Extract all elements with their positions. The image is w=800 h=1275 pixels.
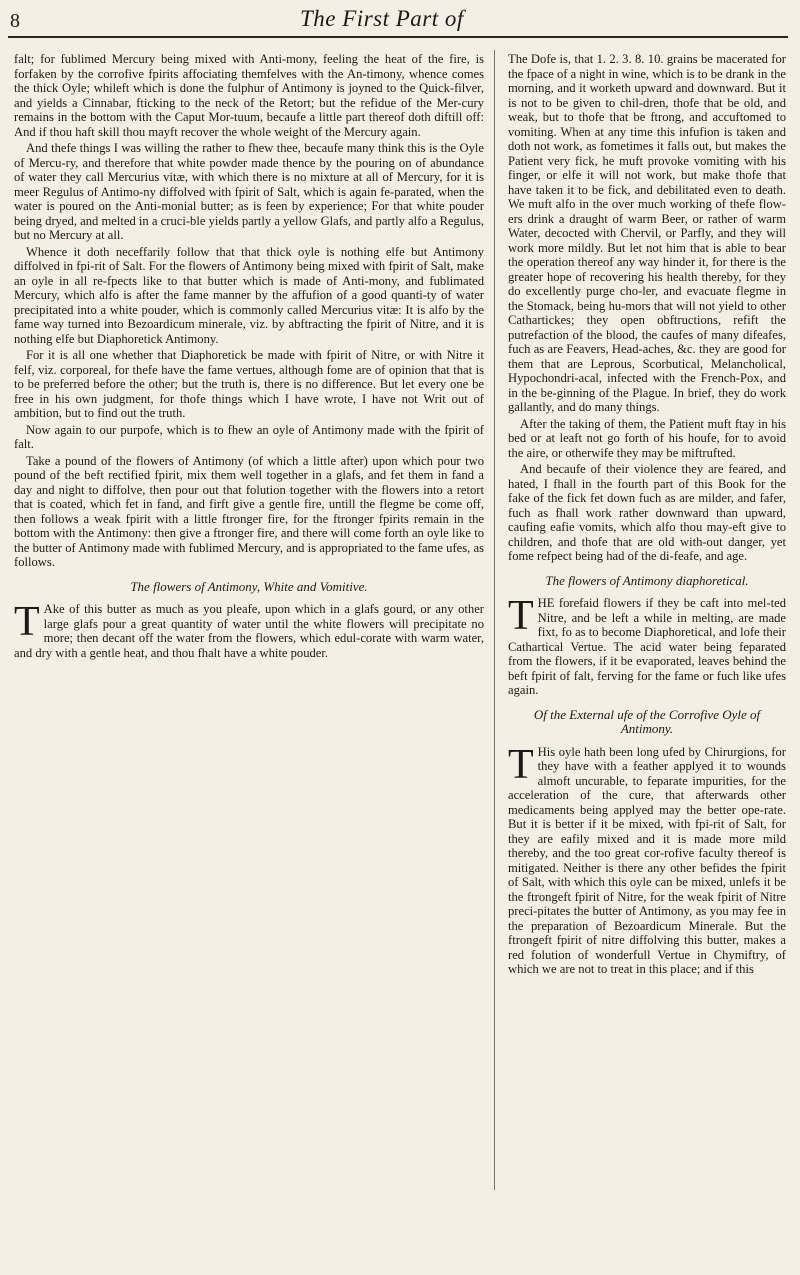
paragraph — [508, 741, 786, 977]
running-title: The First Part of — [300, 6, 464, 31]
paragraph: The Dofe is, that 1. 2. 3. 8. 10. grains be macerated for the fpace of a night in wine, which is to be drank in the morning, and it worketh upward and downward. But it is not to be given to chil-dren, thofe that be old, and weak, but to thofe that be ftrong, and accuftomed to vomiting. When at any time this infufion is taken and doth not work, as fometimes it falls out, but makes the Patient very fick, he muft provoke vomiting with his finger, or elfe it will not work, but make thofe that have taken it to be fick, and debilitated even to death. We muft alfo in the over much working of thefe flow-ers drink a draught of warm Beer, or rather of warm Water, decocted with Chervil, or Parfly, and they will work more mildly. But let not him that is able to bear the operation thereof any way hinder it, for there is the greater hope of recovering his health thereby, for they do excellently purge cho-ler, and evacuate flegme in the Stomack, being hu-mors that will not yield to other Cathartickes; they open obftructions, refift the putrefaction of the blood, the caufes of many difeafes, fuch as are Feavers, Head-aches, &c. they are good for them that are Leprous, Scorbutical, Melancholical, Hypochondri-acal, infected with the French-Pox, and in the be-ginning of the Plague. In brief, they do work gallantly, and do many things. — [508, 52, 786, 414]
paragraph — [14, 599, 484, 660]
header-rule — [8, 36, 788, 38]
right-column — [508, 52, 786, 979]
paragraph: For it is all one whether that Diaphoretick be made with fpirit of Nitre, or with Nitre it felf, viz. corporeal, for thefe have the fame vertues, although fome are of opinion that that is to be preferred before the other; but the truth is, there is no difference. But let every one be free in his own judgment, for thofe things which I have wrote, I have not Writ out of ambition, but to find out the truth. — [14, 348, 484, 420]
page-header — [0, 0, 800, 46]
page-number: 8 — [10, 10, 20, 32]
drop-cap: T — [14, 599, 40, 645]
paragraph: And becaufe of their violence they are feared, and hated, I fhall in the fourth part of this Book for the fake of the fick fet down fuch as are milder, and fafer, fuch as fhall work rather downward than upward, caufing eafie vomits, which alfo thou may-eft give to children, and thofe that are old with-out danger, yet fome refpect being had of the di-feafe, and age. — [508, 462, 786, 563]
section-heading: The flowers of Antimony diaphoretical. — [545, 572, 749, 588]
left-column — [14, 52, 484, 662]
section-heading: Of the External ufe of the Corrofive Oyle of Antimony. — [533, 706, 761, 736]
drop-cap: T — [508, 593, 534, 639]
paragraph-text: Ake of this butter as much as you pleafe, upon which in a glafs gourd, or any other large glafs pour a great quantity of water until the white flowers will precipitate no more; then decant off the water from the flowers, which edul-corate with warm water, and dry with a gentle heat, and thou fhalt have a white pouder. — [14, 602, 484, 660]
paragraph — [508, 593, 786, 698]
paragraph-text: His oyle hath been long ufed by Chirurgions, for they have with a feather applyed it to wounds almoft uncurable, to feparate impurities, for the acceleration of the cure, that afterwards other medicaments being applyed may the better ope-rate. But it is better if it be mixed, with fpi-rit of Salt, for they are eafily mixed and it is made more mild thereby, and the too great cor-rofive faculty thereof is mitigated. Neither is there any other befides the fpirit of Salt, with which this oyle can be mixed, unlefs it be the ftrongeft fpirit of Nitre, for the weak fpirit of Nitre preci-pitates the butter of Antimony, as you may fee in the preparation of Bezoardicum Minerale. But the ftrongeft fpirit of nitre diffolving this butter, makes a red folution of wonderfull Vertue in Chymiftry, of which we are not to treat in this place; and if this — [508, 744, 786, 976]
paragraph: And thefe things I was willing the rather to fhew thee, becaufe many think this is the Oyle of Mercu-ry, and therefore that white powder made thence by the pouring on of abundance of water they call Mercurius vitæ, with which there is no mixture at all of Mercury, for it is meer Regulus of Antimo-ny diffolved with fpirit of Salt, which is again fe-parated, when the water is poured on the Anti-monial butter; as is feen by experience; For that white pouder being dryed, and melted in a cruci-ble yields partly a yellow Glafs, and partly alfo a Regulus, but no Mercury at all. — [14, 141, 484, 242]
paragraph: Whence it doth neceffarily follow that that thick oyle is nothing elfe but Antimony diffolved in fpi-rit of Salt. For the flowers of Antimony being mixed with fpirit of Salt, make an oyle in all re-fpects like to that butter which is made of Anti-mony, and fublimated Mercury, which alfo is after the fame manner by the affufion of a good quanti-ty of water precipitated into a white pouder, which is commonly called Mercurius vitæ: It is alfo by the fame way turned into Bezoardicum minerale, viz. by abftracting the fpirit of Nitre, and it is nothing elfe but Diaphoretick Antimony. — [14, 244, 484, 346]
drop-cap: T — [508, 741, 534, 788]
paragraph-text: HE forefaid flowers if they be caft into mel-ted Nitre, and be left a while in melting, are made fixt, fo as to become Diaphoretical, and lofe their Cathartical Vertue. The acid water being feparated from the flowers, if it be evaporated, leaves behind the beft fpirit of falt, ferving for the fame or fuch like ufes again. — [508, 596, 786, 697]
paragraph: Take a pound of the flowers of Antimony (of which a little after) upon which pour two pound of the beft rectified fpirit, mix them well together in a glafs, and fet them in fand a day and night to diffolve, then pour out that folution together with the flowers into a retort that is coated, which fet in fand, and firft give a gentle fire, untill the flegme be come off, then follows a weak fpirit with a little ftronger fire, for the ftronger fpirits remain in the bottom with the Antimony: then give a ftronger fire, and there will come forth an oyle like to the butter of Antimony made with fublimed Mercury, and is appropriated to the fame ufes, as follows. — [14, 453, 484, 569]
paragraph: falt; for fublimed Mercury being mixed with Anti-mony, feeling the heat of the fire, is forfaken by the corrofive fpirits affociating themfelves with the An-timony, whence comes the thick Oyle; whileft which is done the fulphur of Antimony is joyned to the Quick-filver, and yields a Cinnabar, fticking to the neck of the Retort; but the refidue of the Mer-cury remains in the bottom with the Caput Mor-tuum, becaufe a little part thereof doth diftill off: And if thou haft skill thou mayft recover the whole weight of the Mercury again. — [14, 52, 484, 139]
paragraph: Now again to our purpofe, which is to fhew an oyle of Antimony made with the fpirit of falt. — [14, 422, 484, 451]
paragraph: After the taking of them, the Patient muft ftay in his bed or at leaft not go forth of his houfe, for to avoid the aire, or otherwife they may be miftrufted. — [508, 416, 786, 460]
section-heading: The flowers of Antimony, White and Vomitive. — [130, 578, 368, 594]
column-divider — [494, 50, 495, 1190]
